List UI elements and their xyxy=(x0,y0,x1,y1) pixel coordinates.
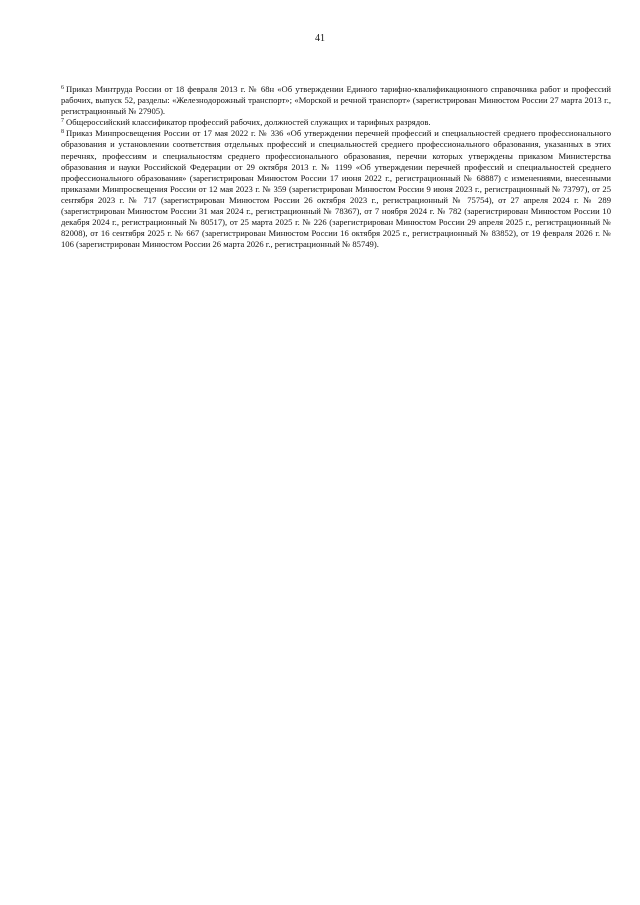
footnote-text: Приказ Минпросвещения России от 17 мая 2022 г. № 336 «Об утверждении перечней профессий и специальностей среднего профессионального образования и установлении соответствия отдельных профессий и специальностей среднего профессионального образования, указанных в этих перечнях, профессиям и специальностям среднего профессионального образования, перечни которых утверждены приказом Министерства образования и науки Российской Федерации от 29 октября 2013 г. № 1199 «Об утверждении перечней профессий и специальностей среднего профессионального образования» (зарегистрирован Минюстом России 17 июня 2022 г., регистрационный № 68887) с изменениями, внесенными приказами Минпросвещения России от 12 мая 2023 г. № 359 (зарегистрирован Минюстом России 9 июня 2023 г., регистрационный № 73797), от 25 сентября 2023 г. № 717 (зарегистрирован Минюстом России 26 октября 2023 г., регистрационный № 75754), от 27 апреля 2024 г. № 289 (зарегистрирован Минюстом России 31 мая 2024 г., регистрационный № 78367), от 7 ноября 2024 г. № 782 (зарегистрирован Минюстом России 10 декабря 2024 г., регистрационный № 80517), от 25 марта 2025 г. № 226 (зарегистрирован Минюстом России 29 апреля 2025 г., регистрационный № 82008), от 16 сентября 2025 г. № 667 (зарегистрирован Минюстом России 16 октября 2025 г., регистрационный № 83852), от 19 февраля 2026 г. № 106 (зарегистрирован Минюстом России 26 марта 2026 г., регистрационный № 85749). xyxy=(61,128,611,250)
footnote-8 xyxy=(61,128,611,250)
footnotes-section xyxy=(61,84,611,250)
footnote-marker: 6 xyxy=(61,85,64,91)
footnote-marker: 8 xyxy=(61,129,64,136)
footnote-marker: 7 xyxy=(61,118,64,125)
footnote-text: Общероссийский классификатор профессий рабочих, должностей служащих и тарифных разрядов. xyxy=(66,117,431,128)
page-number: 41 xyxy=(315,33,325,44)
footnote-text: Приказ Минтруда России от 18 февраля 2013 г. № 68н «Об утверждении Единого тарифно-квалификационного справочника работ и профессий рабочих, выпуск 52, разделы: «Железнодорожный транспорт»; «Морской и речной транспорт» (зарегистрирован Минюстом России 27 марта 2013 г., регистрационный № 27905). xyxy=(61,84,611,117)
footnote-6 xyxy=(61,84,611,117)
footnote-7 xyxy=(61,117,611,128)
